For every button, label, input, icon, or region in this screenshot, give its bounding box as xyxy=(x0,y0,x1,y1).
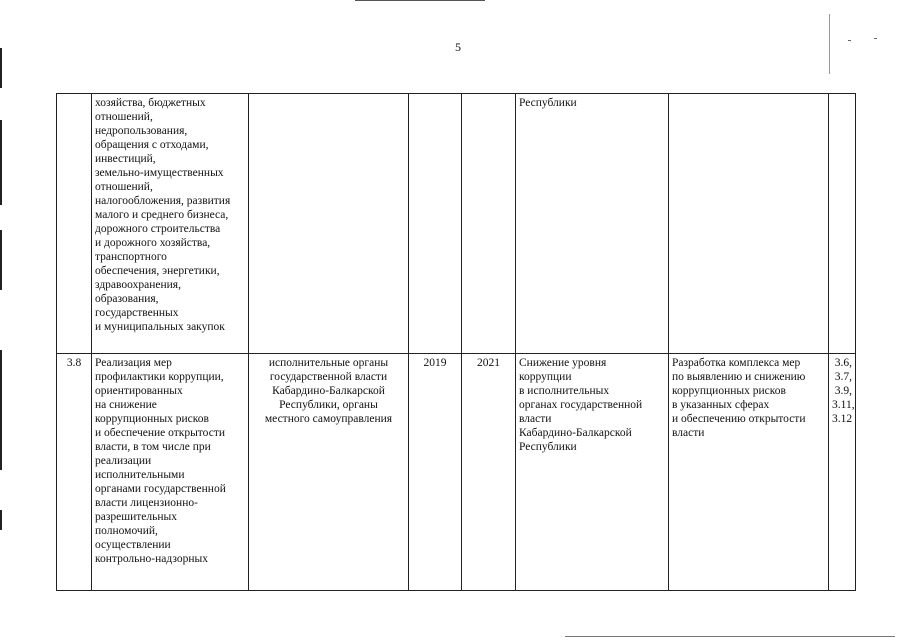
year-start-cell xyxy=(409,94,462,354)
cell-line: образования, xyxy=(95,293,159,305)
cell-line: здравоохранения, xyxy=(95,279,181,291)
task-cell xyxy=(92,354,249,591)
cell-line: и муниципальных закупок xyxy=(95,321,225,333)
cell-line: осуществлении xyxy=(95,539,171,551)
indicator-cell xyxy=(669,354,829,591)
scan-artifact-left-edge xyxy=(0,120,2,205)
cell-line: власти xyxy=(519,413,552,425)
scan-artifact-left-edge xyxy=(0,350,2,470)
cell-line: хозяйства, бюджетных xyxy=(95,97,206,109)
table-row xyxy=(57,94,856,354)
cell-line: на снижение xyxy=(95,399,157,411)
scan-artifact-left-edge xyxy=(0,48,2,88)
cell-line: исполнительные органы xyxy=(268,357,389,369)
cell-line: органах государственной xyxy=(519,399,643,411)
cell-line: Реализация мер xyxy=(95,357,172,369)
scan-artifact-top xyxy=(355,0,485,1)
row-number-cell xyxy=(57,94,92,354)
cell-line: реализации xyxy=(95,455,152,467)
cell-line: власти xyxy=(672,427,705,439)
cell-line: Республики, органы xyxy=(279,399,378,411)
cell-line: ориентированных xyxy=(95,385,183,397)
scan-artifact-right-edge xyxy=(829,14,830,74)
cell-line: налогообложения, развития xyxy=(95,195,231,207)
cell-line: малого и среднего бизнеса, xyxy=(95,209,229,221)
cell-line: коррупционных рисков xyxy=(95,413,209,425)
cell-line: Кабардино-Балкарской xyxy=(272,385,385,397)
result-cell xyxy=(516,94,669,354)
year-end-cell: 2021 xyxy=(462,354,516,591)
reference-item: 3.11, xyxy=(832,399,855,411)
cell-line: органами государственной xyxy=(95,483,226,495)
cell-line: земельно-имущественных xyxy=(95,167,224,179)
cell-line: полномочий, xyxy=(95,525,158,537)
scan-artifact-dot xyxy=(874,38,877,39)
cell-line: инвестиций, xyxy=(95,153,156,165)
task-cell xyxy=(92,94,249,354)
cell-line: Кабардино-Балкарской xyxy=(519,427,632,439)
cell-line: Разработка комплекса мер xyxy=(672,357,801,369)
measures-table xyxy=(56,93,856,591)
cell-line: по выявлению и снижению xyxy=(672,371,806,383)
cell-line: коррупционных рисков xyxy=(672,385,786,397)
cell-line: профилактики коррупции, xyxy=(95,371,224,383)
cell-line: в исполнительных xyxy=(519,385,610,397)
cell-line: исполнительными xyxy=(95,469,185,481)
cell-line: отношений, xyxy=(95,111,153,123)
cell-line: контрольно-надзорных xyxy=(95,553,208,565)
executor-cell xyxy=(249,94,409,354)
year-end-cell xyxy=(462,94,516,354)
cell-line: и обеспечение открытости xyxy=(95,427,226,439)
indicator-cell xyxy=(669,94,829,354)
cell-line: Республики xyxy=(519,97,577,109)
cell-line: и дорожного хозяйства, xyxy=(95,237,211,249)
cell-line: коррупции xyxy=(519,371,572,383)
reference-cell xyxy=(829,354,856,591)
cell-line: власти лицензионно- xyxy=(95,497,198,509)
cell-line: в указанных сферах xyxy=(672,399,770,411)
cell-line: разрешительных xyxy=(95,511,178,523)
cell-line: дорожного строительства xyxy=(95,223,221,235)
cell-line: местного самоуправления xyxy=(264,413,393,425)
table-row xyxy=(57,354,856,591)
reference-cell xyxy=(829,94,856,354)
cell-line: и обеспечению открытости xyxy=(672,413,806,425)
scan-artifact-bottom xyxy=(565,636,895,637)
executor-cell xyxy=(249,354,409,591)
scan-artifact-dot xyxy=(848,40,851,41)
reference-item: 3.7, xyxy=(834,371,852,383)
cell-line: власти, в том числе при xyxy=(95,441,211,453)
cell-line: транспортного xyxy=(95,251,167,263)
cell-line: недропользования, xyxy=(95,125,188,137)
result-cell xyxy=(516,354,669,591)
scan-artifact-left-edge xyxy=(0,510,2,530)
cell-line: Республики xyxy=(519,441,577,453)
year-start-cell: 2019 xyxy=(409,354,462,591)
cell-line: государственных xyxy=(95,307,179,319)
cell-line: отношений, xyxy=(95,181,153,193)
reference-item: 3.6, xyxy=(834,357,852,369)
reference-item: 3.12 xyxy=(832,413,853,425)
cell-line: обеспечения, энергетики, xyxy=(95,265,220,277)
scan-artifact-left-edge xyxy=(0,230,2,290)
cell-line: Снижение уровня xyxy=(519,357,607,369)
page-number: 5 xyxy=(455,40,461,54)
row-number-cell: 3.8 xyxy=(57,354,92,591)
cell-line: обращения с отходами, xyxy=(95,139,209,151)
cell-line: государственной власти xyxy=(269,371,388,383)
reference-item: 3.9, xyxy=(834,385,852,397)
